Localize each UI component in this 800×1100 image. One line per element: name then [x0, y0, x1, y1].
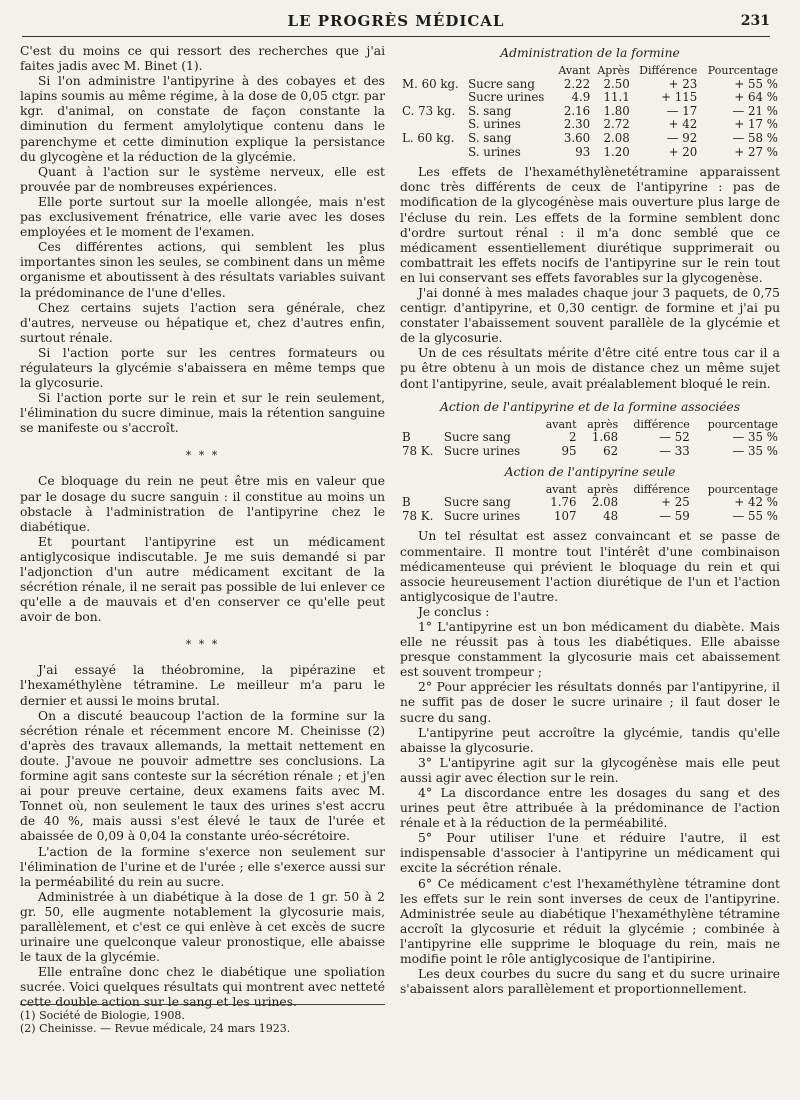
table-row [400, 118, 780, 132]
paragraph: Je conclus : [418, 604, 490, 619]
table-title: Action de l'antipyrine et de la formine associées [439, 399, 741, 414]
paragraph: Ces différentes actions, qui semblent les plus importantes sinon les seules, se combinent dans un même organisme et aboutissent à des résultats variables suivant la prédominance de l'une d'elles. [20, 240, 385, 300]
cell: C. 73 kg. [402, 103, 456, 118]
cell: Sucre urines [443, 443, 521, 458]
paragraph: 1° L'antipyrine est un bon médicament du diabète. Mais elle ne réussit pas à tous les diabétiques. Elle abaisse presque constamment la glycosurie mais cet abaissement est souvent trompeur ; [400, 619, 780, 680]
cell: 1.76 [550, 495, 577, 510]
cell: + 42 [668, 117, 698, 132]
cell: — 35 % [732, 443, 778, 458]
paragraph: Ce bloquage du rein ne peut être mis en valeur que par le dosage du sucre sanguin : il constitue au moins un obstacle à l'administration de l'antipyrine chez le diabétique. [20, 474, 385, 534]
cell [400, 91, 466, 105]
paragraph: 4° La discordance entre les dosages du sang et des urines peut être attribuée à la prédominance de l'action rénale et à la réduction de la perméabilité. [400, 786, 780, 831]
table-header-row [400, 64, 780, 78]
cell: + 17 % [734, 117, 778, 132]
paragraph: Elle entraîne donc chez le diabétique une spoliation sucrée. Voici quelques résultats qui montrent avec netteté cette double action sur le sang et les urines. [20, 965, 385, 1010]
column-header: pourcentage [707, 417, 778, 431]
paragraph: 5° Pour utiliser l'une et réduire l'autre, il est indispensable d'associer à l'antipyrine un médicament qui excite la sécrétion rénale. [400, 831, 780, 876]
table-row [400, 91, 780, 105]
cell: 2.30 [563, 117, 591, 132]
cell: + 55 % [734, 76, 778, 91]
column-header: Différence [639, 64, 698, 78]
cell: 1.80 [603, 103, 630, 118]
cell: — 17 [666, 103, 698, 118]
column-header: avant [545, 482, 577, 496]
cell [400, 118, 466, 132]
cell: Sucre sang [468, 76, 535, 91]
journal-title: LE PROGRÈS MÉDICAL [287, 12, 505, 30]
table-row [400, 431, 780, 445]
cell: + 23 [668, 76, 698, 91]
column-header: différence [633, 482, 690, 496]
paragraph: Quant à l'action sur le système nerveux, elle est prouvée par de nombreuses expériences. [20, 164, 385, 194]
paragraph: Si l'action porte sur le rein et sur le rein seulement, l'élimination du sucre diminue, mais la rétention sanguine se manifeste ou s'accroît. [20, 391, 385, 436]
paragraph: L'antipyrine peut accroître la glycémie, tandis qu'elle abaisse la glycosurie. [400, 725, 780, 755]
table-row [400, 78, 780, 92]
column-header: avant [545, 417, 577, 431]
paragraph: Elle porte surtout sur la moelle allongée, mais n'est pas exclusivement frénatrice, elle varie avec les doses employées et le moment de l'examen. [20, 194, 385, 240]
paragraph: Si l'action porte sur les centres formateurs ou régulateurs la glycémie s'abaissera en même temps que la glycosurie. [20, 345, 385, 391]
cell: + 115 [661, 90, 698, 105]
cell: S. urines [468, 117, 521, 132]
cell: 62 [603, 443, 619, 458]
paragraph: Un tel résultat est assez convaincant et se passe de commentaire. Il montre tout l'intérêt d'une combinaison médicamenteuse qui prévient le bloquage du rein et qui associe heureusement l'action diurétique de l'un et l'action antiglycosique de l'autre. [400, 529, 780, 604]
table-row [400, 105, 780, 119]
cell: M. 60 kg. [402, 76, 459, 91]
table-header-row [400, 418, 780, 432]
table-row [400, 445, 780, 459]
cell: — 21 % [732, 103, 778, 118]
table-title: Administration de la formine [500, 46, 680, 60]
cell: Sucre sang [443, 430, 511, 445]
cell: S. urines [468, 144, 521, 159]
column-header: après [587, 482, 619, 496]
cell: 48 [603, 508, 619, 523]
paragraph: 6° Ce médicament c'est l'hexaméthylène tétramine dont les effets sur le rein sont inverses de ceux de l'antipyrine. Administrée seule au diabétique l'hexaméthylène tétramine accroît la glycosurie et réduit la glycémie ; combinée à l'antipyrine elle supprime le bloquage du rein, mais ne modifie point le rôle antiglycosique de l'antipirine. [400, 876, 780, 967]
footnotes [20, 1004, 385, 1035]
cell: 2.08 [603, 131, 630, 146]
paragraph: J'ai essayé la théobromine, la pipérazine et l'hexaméthylène tétramine. Le meilleur m'a paru le dernier et aussi le moins brutal. [20, 663, 385, 708]
associated-table [400, 418, 780, 459]
column-header: Après [597, 64, 630, 78]
cell: 93 [575, 144, 591, 159]
cell: + 42 % [734, 495, 778, 510]
cell: 1.68 [591, 430, 619, 445]
footnote: (2) Cheinisse. — Revue médicale, 24 mars 1923. [20, 1022, 291, 1035]
right-column [400, 44, 780, 997]
cell: + 25 [661, 495, 690, 510]
cell: 4.9 [571, 90, 591, 105]
cell: 78 K. [402, 443, 434, 458]
antipyrine-table [400, 483, 780, 524]
cell: 2 [569, 430, 577, 445]
cell: — 35 % [732, 430, 778, 445]
cell: — 92 [666, 131, 698, 146]
paragraph: C'est du moins ce qui ressort des recherches que j'ai faites jadis avec M. Binet (1). [20, 44, 385, 74]
table-row [400, 146, 780, 160]
paragraph: 2° Pour apprécier les résultats donnés par l'antipyrine, il ne suffit pas de doser le sucre urinaire ; il faut doser le sucre du sang. [400, 680, 780, 725]
cell: L. 60 kg. [402, 131, 455, 146]
column-header: après [587, 417, 619, 431]
cell: 2.08 [591, 495, 619, 510]
cell: 3.60 [563, 131, 591, 146]
paragraph: Les deux courbes du sucre du sang et du sucre urinaire s'abaissent alors parallèlement et proportionnellement. [400, 967, 780, 997]
cell: — 58 % [732, 131, 778, 146]
table-row [400, 510, 780, 524]
section-separator: * * * [185, 449, 220, 463]
cell: B [402, 495, 411, 510]
column-header: Avant [558, 64, 591, 78]
paragraph: Un de ces résultats mérite d'être cité entre tous car il a pu être obtenu à un mois de distance chez un même sujet dont l'antipyrine, seule, avait préalablement bloqué le rein. [400, 346, 780, 391]
paragraph: L'action de la formine s'exerce non seulement sur l'élimination de l'urine et de l'urée ; elle s'exerce aussi sur la perméabilité du rein au sucre. [20, 844, 385, 889]
paragraph: On a discuté beaucoup l'action de la formine sur la sécrétion rénale et récemment encore M. Cheinisse (2) d'après des travaux allemands, la mettait nettement en doute. J'avoue ne pouvoir admettre ses conclusions. La formine agit sans conteste sur la sécrétion rénale ; et j'en ai pour preuve certaine, deux examens faits avec M. Tonnet où, non seulement le taux des urines s'est accru de 40 %, mais aussi s'est élevé le taux de l'urée et abaissée de 0,09 à 0,04 la constante uréo-sécrétoire. [20, 708, 385, 844]
cell: 107 [554, 508, 577, 523]
table-row [400, 496, 780, 510]
paragraph: Si l'on administre l'antipyrine à des cobayes et des lapins soumis au même régime, à la dose de 0,05 ctgr. par kgr. d'animal, on constate de façon constante la diminution du ferment amylolytique contenu dans le parenchyme et cette diminution explique la persistance du glycogène et la réduction de la glycémie. [20, 74, 385, 164]
formine-table [400, 64, 780, 159]
table-header-row [400, 483, 780, 497]
cell: 2.22 [563, 76, 591, 91]
cell: — 59 [659, 508, 690, 523]
cell: S. sang [468, 103, 512, 118]
footnote: (1) Société de Biologie, 1908. [20, 1009, 185, 1022]
table-row [400, 132, 780, 146]
cell: + 27 % [734, 144, 778, 159]
page-number: 231 [740, 13, 770, 29]
cell: + 64 % [734, 90, 778, 105]
cell: 1.20 [603, 144, 630, 159]
cell: 95 [561, 443, 577, 458]
paragraph: Chez certains sujets l'action sera générale, chez d'autres, nerveuse ou hépatique et, chez d'autres enfin, surtout rénale. [20, 300, 385, 345]
paragraph: Les effets de l'hexaméthylènetétramine apparaissent donc très différents de ceux de l'antipyrine : pas de modification de la glycogénèse mais ouverture plus large de l'écluse du rein. Les effets de la formine semblent donc d'ordre surtout rénal : il m'a donc semblé que ce médicament essentiellement diurétique supprimerait ou combattrait les effets nocifs de l'antipyrine sur le rein tout en lui conservant ses effets favorables sur la glycogenèse. [400, 165, 780, 285]
cell [400, 146, 466, 160]
column-header: différence [633, 417, 690, 431]
section-separator: * * * [185, 638, 220, 652]
cell: 11.1 [603, 90, 630, 105]
paragraph: J'ai donné à mes malades chaque jour 3 paquets, de 0,75 centigr. d'antipyrine, et 0,30 centigr. de formine et j'ai pu constater l'abaissement souvent parallèle de la glycémie et de la glycosurie. [400, 286, 780, 346]
paragraph: 3° L'antipyrine agit sur la glycogénèse mais elle peut aussi agir avec élection sur le rein. [400, 755, 780, 785]
column-header: Pourcentage [707, 64, 778, 78]
page-header [22, 10, 770, 37]
cell: Sucre sang [443, 495, 511, 510]
cell: — 55 % [732, 508, 778, 523]
cell: 2.50 [603, 76, 630, 91]
cell: 2.16 [563, 103, 591, 118]
table-title: Action de l'antipyrine seule [504, 464, 676, 479]
cell: — 52 [659, 430, 690, 445]
cell: B [402, 430, 411, 445]
cell: Sucre urines [468, 90, 545, 105]
paragraph: Et pourtant l'antipyrine est un médicament antiglycosique indiscutable. Je me suis demandé si par l'adjonction d'un autre médicament excitant de la sécrétion rénale, il ne serait pas possible de lui enlever ce qu'elle a de mauvais et d'en conserver ce qu'elle peut avoir de bon. [20, 534, 385, 625]
column-header: pourcentage [707, 482, 778, 496]
cell: 2.72 [603, 117, 630, 132]
cell: Sucre urines [443, 508, 521, 523]
cell: — 33 [659, 443, 690, 458]
cell: 78 K. [402, 508, 434, 523]
left-column [20, 44, 385, 1011]
cell: + 20 [668, 144, 698, 159]
paragraph: Administrée à un diabétique à la dose de 1 gr. 50 à 2 gr. 50, elle augmente notablement la glycosurie mais, parallèlement, et c'est ce qui enlève à cet excès de sucre urinaire une quelconque valeur pronostique, elle abaisse le taux de la glycémie. [20, 889, 385, 965]
cell: S. sang [468, 131, 512, 146]
